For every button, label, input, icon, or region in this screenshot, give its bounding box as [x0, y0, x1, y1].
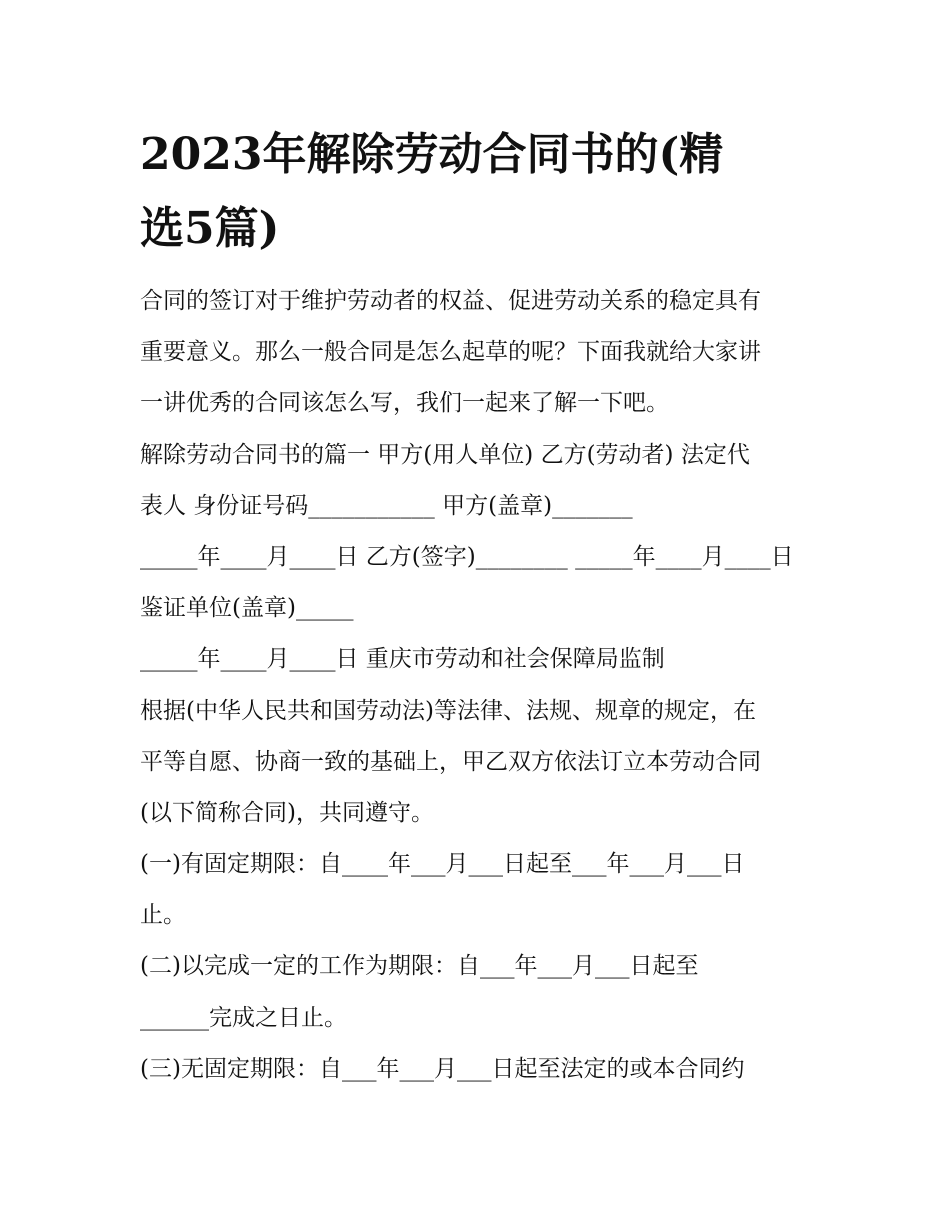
body-line: (以下简称合同)，共同遵守。: [140, 799, 434, 826]
body-line: _____年____月____日 乙方(签字)________ _____年____月____日: [140, 543, 794, 570]
body-line: _____年____月____日 重庆市劳动和社会保障局监制: [140, 646, 665, 673]
body-line: 合同的签订对于维护劳动者的权益、促进劳动关系的稳定具有: [140, 288, 761, 314]
body-line: 重要意义。那么一般合同是怎么起草的呢？下面我就给大家讲: [140, 339, 761, 366]
body-line: 根据(中华人民共和国劳动法)等法律、法规、规章的规定，在: [140, 697, 756, 724]
body-line: 平等自愿、协商一致的基础上，甲乙双方依法订立本劳动合同: [140, 748, 761, 775]
body-line: ______完成之日止。: [140, 1004, 347, 1031]
body-line: 止。: [140, 902, 186, 929]
title-line: 2023年解除劳动合同书的(精: [140, 129, 724, 180]
body-line: (一)有固定期限：自____年___月___日起至___年___月___日: [140, 851, 745, 878]
body-line: (二)以完成一定的工作为期限：自___年___月___日起至: [140, 953, 699, 980]
title-line: 选5篇): [140, 203, 280, 254]
body-line: 一讲优秀的合同该怎么写，我们一起来了解一下吧。: [140, 390, 669, 417]
body-line: 表人 身份证号码___________ 甲方(盖章)_______: [140, 492, 633, 519]
body-line: (三)无固定期限：自___年___月___日起至法定的或本合同约: [140, 1055, 745, 1082]
document-body: [140, 276, 830, 1095]
body-line: 解除劳动合同书的篇一 甲方(用人单位) 乙方(劳动者) 法定代: [140, 441, 750, 468]
body-line: 鉴证单位(盖章)_____: [140, 595, 354, 622]
document-title: [140, 118, 820, 266]
